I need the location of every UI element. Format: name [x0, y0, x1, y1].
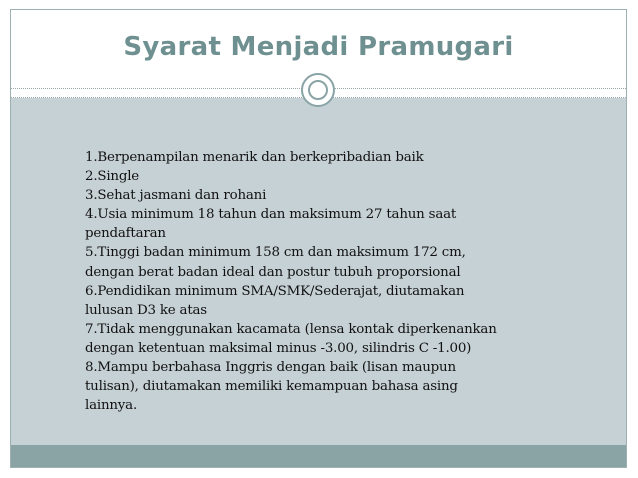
requirement-line: pendaftaran: [85, 226, 166, 242]
requirements-list: [85, 148, 545, 415]
requirement-line: dengan berat badan ideal dan postur tubuh proporsional: [85, 264, 461, 280]
requirement-line: 7.Tidak menggunakan kacamata (lensa kontak diperkenankan: [85, 321, 497, 337]
requirement-line: 5.Tinggi badan minimum 158 cm dan maksimum 172 cm,: [85, 245, 466, 261]
circle-ornament-inner: [308, 80, 328, 100]
requirement-line: tulisan), diutamakan memiliki kemampuan bahasa asing: [85, 379, 458, 395]
requirement-line: 1.Berpenampilan menarik dan berkepribadian baik: [85, 150, 424, 165]
requirement-line: 6.Pendidikan minimum SMA/SMK/Sederajat, diutamakan: [85, 283, 465, 299]
requirement-line: lulusan D3 ke atas: [85, 302, 207, 318]
requirement-line: 3.Sehat jasmani dan rohani: [85, 188, 267, 204]
requirement-line: dengan ketentuan maksimal minus -3.00, silindris C -1.00): [85, 340, 472, 356]
requirement-line: 4.Usia minimum 18 tahun dan maksimum 27 tahun saat: [85, 207, 457, 223]
requirement-line: lainnya.: [85, 398, 138, 414]
circle-ornament-icon: [301, 73, 335, 107]
footer-bar: [11, 445, 626, 467]
requirement-line: 2.Single: [85, 169, 140, 185]
slide-title: Syarat Menjadi Pramugari: [123, 32, 514, 62]
requirement-line: 8.Mampu berbahasa Inggris dengan baik (lisan maupun: [85, 360, 456, 376]
